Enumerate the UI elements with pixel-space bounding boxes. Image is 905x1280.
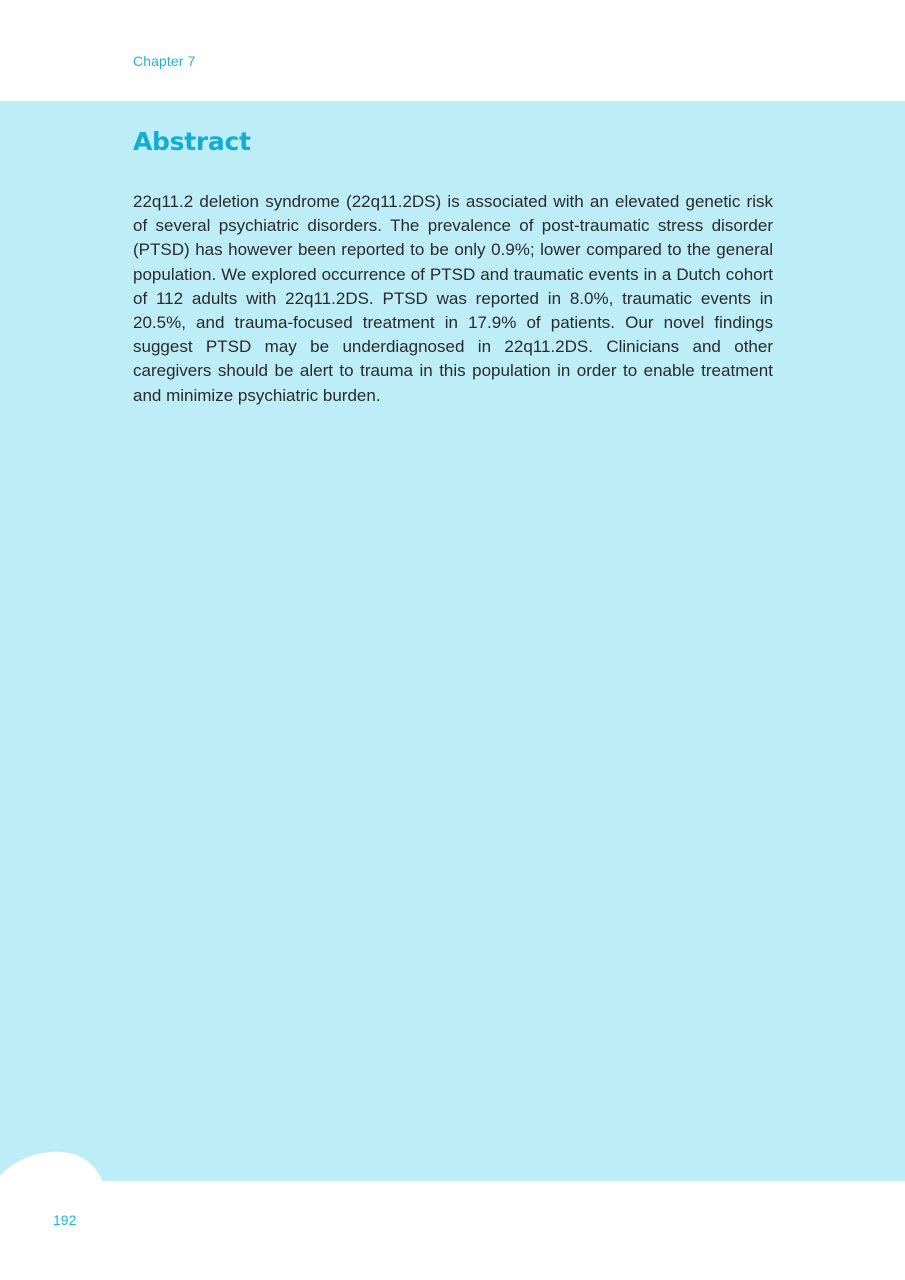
chapter-label: Chapter 7 [133,53,196,69]
decorative-wave-shape [0,1120,905,1280]
page-number: 192 [53,1212,77,1228]
abstract-body: 22q11.2 deletion syndrome (22q11.2DS) is associated with an elevated genetic risk of several psychiatric disorders. The prevalence of post-traumatic stress disorder (PTSD) has however been reported to be only 0.9%; lower compared to the general population. We explored occurrence of PTSD and traumatic events in a Dutch cohort of 112 adults with 22q11.2DS. PTSD was reported in 8.0%, traumatic events in 20.5%, and trauma-focused treatment in 17.9% of patients. Our novel findings suggest PTSD may be underdiagnosed in 22q11.2DS. Clinicians and other caregivers should be alert to trauma in this population in order to enable treatment and minimize psychiatric burden. [133,192,773,405]
abstract-heading: Abstract [133,127,251,156]
